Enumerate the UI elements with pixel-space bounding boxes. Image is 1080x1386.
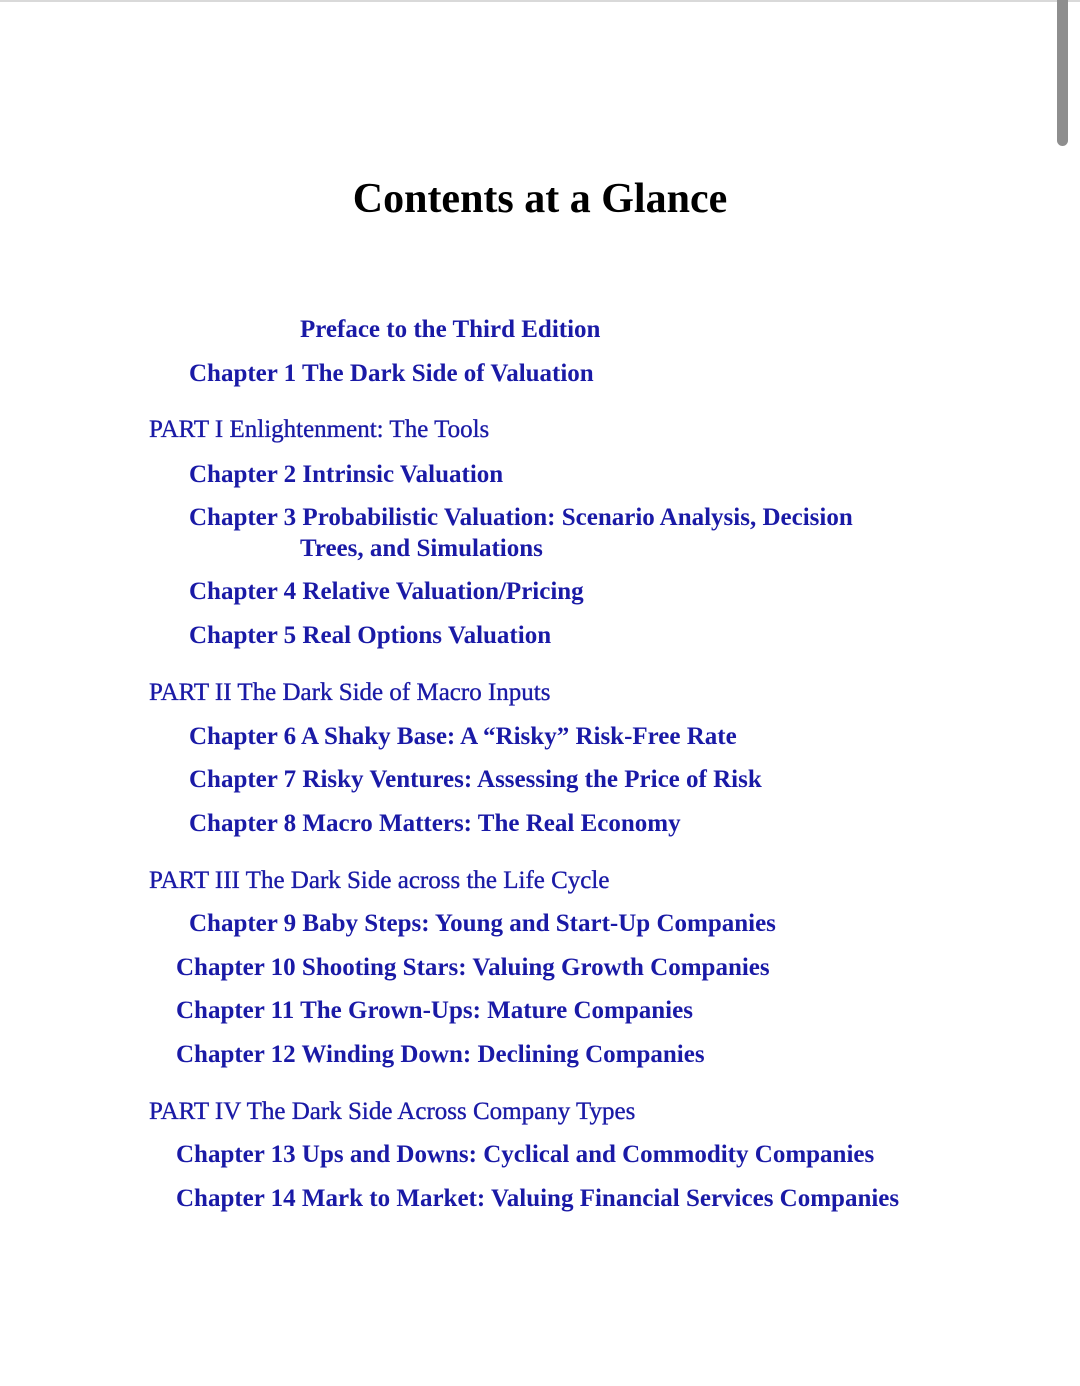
toc-link-chapter-10[interactable]: Chapter 10 Shooting Stars: Valuing Growth Companies — [176, 954, 770, 981]
toc-link-chapter-5[interactable]: Chapter 5 Real Options Valuation — [189, 622, 552, 649]
toc-chapter-3-line-2: Trees, and Simulations — [300, 535, 543, 562]
toc-link-chapter-13[interactable]: Chapter 13 Ups and Downs: Cyclical and Commodity Companies — [176, 1141, 875, 1168]
page-title: Contents at a Glance — [352, 176, 728, 222]
scrollbar-thumb[interactable] — [1057, 0, 1068, 146]
toc-link-chapter-2[interactable]: Chapter 2 Intrinsic Valuation — [189, 461, 504, 488]
toc-link-chapter-6[interactable]: Chapter 6 A Shaky Base: A “Risky” Risk-Free Rate — [189, 723, 737, 750]
toc-link-part-1[interactable]: PART I Enlightenment: The Tools — [149, 416, 490, 443]
toc-link-chapter-8[interactable]: Chapter 8 Macro Matters: The Real Economy — [189, 810, 681, 837]
toc-link-chapter-4[interactable]: Chapter 4 Relative Valuation/Pricing — [189, 578, 584, 605]
toc-link-chapter-9[interactable]: Chapter 9 Baby Steps: Young and Start-Up Companies — [189, 910, 776, 937]
toc-link-chapter-14[interactable]: Chapter 14 Mark to Market: Valuing Financial Services Companies — [176, 1185, 900, 1212]
toc-link-chapter-11[interactable]: Chapter 11 The Grown-Ups: Mature Companies — [176, 997, 693, 1024]
toc-link-chapter-3[interactable] — [189, 502, 853, 564]
toc-link-part-2[interactable]: PART II The Dark Side of Macro Inputs — [149, 679, 551, 706]
toc-chapter-3-line-1: Chapter 3 Probabilistic Valuation: Scenario Analysis, Decision — [189, 504, 853, 531]
toc-link-chapter-12[interactable]: Chapter 12 Winding Down: Declining Companies — [176, 1041, 705, 1068]
toc-link-chapter-7[interactable]: Chapter 7 Risky Ventures: Assessing the Price of Risk — [189, 766, 762, 793]
toc-link-part-4[interactable]: PART IV The Dark Side Across Company Types — [149, 1098, 636, 1125]
toc-link-chapter-1[interactable]: Chapter 1 The Dark Side of Valuation — [189, 360, 594, 387]
top-divider — [0, 0, 1080, 2]
toc-link-part-3[interactable]: PART III The Dark Side across the Life Cycle — [149, 867, 610, 894]
toc-link-preface[interactable]: Preface to the Third Edition — [300, 316, 601, 343]
